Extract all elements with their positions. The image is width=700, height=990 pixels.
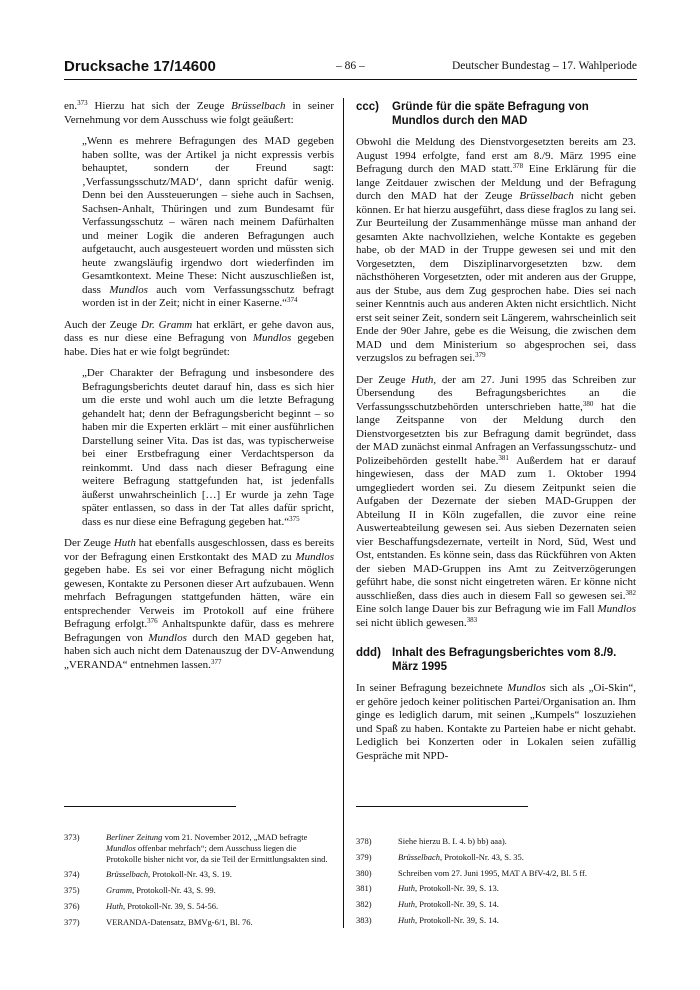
section-title: Inhalt des Befragungsberichtes vom 8./9. März 1995 bbox=[392, 647, 617, 673]
person-name: Gramm bbox=[106, 885, 132, 896]
footnote-number: 381) bbox=[356, 883, 372, 894]
footnote-ref: 381 bbox=[498, 453, 509, 462]
text: , Protokoll-Nr. 43, S. 19. bbox=[148, 869, 232, 880]
document-number bbox=[64, 58, 216, 76]
footnote-number: 379) bbox=[356, 851, 372, 862]
footnote-ref: 375 bbox=[289, 514, 300, 523]
footnote bbox=[64, 832, 334, 864]
paragraph bbox=[356, 374, 636, 631]
footnote-number: 383) bbox=[356, 914, 372, 925]
person-name: Brüsselbach bbox=[106, 869, 149, 880]
person-name: Dr. Gramm bbox=[141, 318, 193, 331]
footnote-text bbox=[398, 915, 636, 926]
text: durch den MAD gegeben hat, haben sich auch nicht dem Datenauszug der DV-Anwendung „VERANDA“ entnehmen lassen. bbox=[64, 631, 335, 671]
paragraph bbox=[64, 319, 334, 360]
text: vom 21. November 2012, „MAD befragte bbox=[162, 832, 308, 842]
footnote-text bbox=[106, 917, 334, 928]
footnote-number: 373) bbox=[64, 832, 80, 842]
section-heading bbox=[356, 100, 636, 128]
footnote-number: 377) bbox=[64, 916, 80, 927]
section-label: ccc) bbox=[356, 101, 380, 113]
text: , Protokoll-Nr. 43, S. 99. bbox=[131, 885, 216, 896]
block-quote bbox=[82, 135, 334, 311]
footnote-text bbox=[106, 869, 334, 880]
block-quote bbox=[82, 367, 334, 529]
column-divider bbox=[343, 98, 344, 928]
footnote-ref: 374 bbox=[286, 296, 298, 304]
section-title: Gründe für die späte Befragung von Mundlos durch den MAD bbox=[392, 101, 589, 127]
paragraph bbox=[64, 537, 334, 672]
section-heading bbox=[356, 646, 636, 674]
footnote-text bbox=[398, 899, 636, 910]
paragraph bbox=[64, 100, 334, 127]
text: en. bbox=[64, 100, 78, 112]
document-number-value: 14600 bbox=[174, 58, 216, 75]
text: „Der Charakter der Befragung und insbesondere des Befragungsberichts deutet darauf hin, dass es sich hier um die erste und wohl auch um die letzte Befragung gehandelt hat; denn der Befragungsbericht beginnt – so haben mir die Experten erklärt – mit einer ausführlichen Darstellung seiner Vita. Das ist das, was typischerweise bei einer Erstbefragung einer Verdachtsperson da reinkommt. Und dass nach dieser Befragung eine weitere Befragung stattgefunden hat, ist jedenfalls äußerst unwahrscheinlich […] Er wurde ja zehn Tage später entlassen, so dass in der Tat alles dafür spricht, dass es nur diese eine Befragung gegeben hat.“ bbox=[82, 367, 334, 528]
footnote bbox=[64, 901, 334, 912]
text: in seiner Vernehmung vor dem Ausschuss wie folgt geäußert: bbox=[64, 100, 334, 126]
person-name: Huth bbox=[398, 883, 415, 894]
footnote-number: 382) bbox=[356, 899, 372, 910]
source-name: Berliner Zeitung bbox=[106, 832, 163, 842]
publisher-line: Deutscher Bundestag – 17. Wahlperiode bbox=[451, 60, 637, 72]
person-name: Brüsselbach bbox=[519, 190, 574, 202]
person-name: Brüsselbach bbox=[231, 100, 286, 112]
page-number: – 86 – bbox=[336, 60, 365, 72]
text: offenbar mehrfach“; dem Ausschuss liegen die Protokolle bisher nicht vor, da sie Teil der Ermittlungsakten sind. bbox=[106, 842, 328, 864]
text: Hierzu hat sich der Zeuge bbox=[87, 100, 232, 112]
footnote bbox=[356, 868, 636, 879]
footnote-text bbox=[106, 832, 334, 864]
footnote-number: 375) bbox=[64, 885, 80, 896]
footnotes-right bbox=[356, 836, 636, 931]
footnote-number: 380) bbox=[356, 867, 372, 878]
footnote-rule bbox=[64, 806, 236, 807]
footnote-rule bbox=[356, 806, 528, 807]
text: hat ebenfalls ausgeschlossen, dass es bereits vor der Befragung einen Erstkontakt des MAD zu bbox=[64, 537, 335, 563]
text: VERANDA-Datensatz, BMVg-6/1, Bl. 76. bbox=[106, 916, 253, 927]
text: „Wenn es mehrere Befragungen des MAD gegeben haben sollte, was der Artikel ja nicht expressis verbis behauptet, sondern der Freund sagt: ‚Verfassungsschutz/MAD‘, dann spricht dafür wenig. Denn bei den Aussteuerungen – siehe auch in Sachsen, Sachsen-Anhalt, Thüringen und zum Bundesamt für Verfassungsschutz – wären nach meinem Dafürhalten und meiner Logik die anderen Befragungen auch aufgetaucht, auch ausgesteuert worden und müssten sich heute zwangsläufig irgendwo dort wiederfinden im Gesamtkontext. Meine These: Nicht auszuschließen ist, dass bbox=[82, 135, 334, 296]
text: , Protokoll-Nr. 39, S. 14. bbox=[415, 899, 499, 910]
text: , der am 27. Juni 1995 das Schreiben zur Übersendung des Befragungsberichtes an die Verfassungsschutzbehörden unterschrieben hatte, bbox=[356, 373, 636, 413]
footnote bbox=[356, 836, 636, 847]
header-rule bbox=[64, 79, 637, 80]
footnote-text bbox=[106, 885, 334, 896]
person-name: Brüsselbach bbox=[398, 851, 441, 862]
text: Anhaltspunkte dafür, dass es mehrere Befragungen von bbox=[64, 618, 334, 644]
text: Eine Erklärung für die lange Zeitdauer zwischen der Meldung und der Befragung durch den MAD hat der Zeuge bbox=[356, 163, 637, 202]
footnote-ref: 377 bbox=[210, 657, 222, 666]
text: In seiner Befragung bezeichnete bbox=[356, 682, 508, 694]
footnote bbox=[64, 917, 334, 928]
text: Auch der Zeuge bbox=[64, 318, 141, 331]
footnote bbox=[356, 899, 636, 910]
text: Außerdem hat er darauf hingewiesen, dass der MAD zum 1. Oktober 1994 umgegliedert worden sei. Zu diesem Zeitpunkt seien die Aufgaben der Dezernate der sieben MAD-Gruppen der Abteilung II in Köln zugefallen, die zuvor eine reine Auswerteabteilung gewesen sei. Aus sieben Dezernaten seien vier Beschaffungsdezernate, verteilt in Nord, Süd, West und Ost, entstanden. Es könne sein, dass das Rückführen von Akten der sieben MAD-Gruppen ins Amt zu Zeitverzögerungen geführt habe, die sonst nicht eingetreten wären. Er könne nicht ausschließen, dass dies auch in diesem Fall so gewesen sei. bbox=[356, 454, 636, 602]
person-name: Mundlos bbox=[106, 842, 136, 853]
footnote bbox=[64, 869, 334, 880]
person-name: Mundlos bbox=[109, 283, 148, 296]
right-column bbox=[356, 100, 636, 771]
footnote-text bbox=[398, 852, 636, 863]
footnote bbox=[356, 852, 636, 863]
text: sich als „Oi-Skin“, er gehöre jedoch keiner politischen Partei/Organisation an. Ihm ginge es lediglich darum, mit seinen „Kumpels“ loszuziehen und Spaß zu haben. Kontakte zu Parteien habe er nicht gehabt. Lediglich bei Konzerten oder in Lokalen seien zufällig Gespräche mit NPD- bbox=[356, 682, 636, 762]
text: Der Zeuge bbox=[356, 373, 412, 386]
text: , Protokoll-Nr. 39, S. 14. bbox=[415, 914, 499, 925]
text: auch vom Verfassungsschutz befragt worden ist in der Zeit; nicht in einer Kaserne.“ bbox=[82, 283, 335, 309]
text: , Protokoll-Nr. 43, S. 35. bbox=[440, 851, 524, 862]
footnote-ref: 383 bbox=[466, 615, 478, 624]
section-label: ddd) bbox=[356, 647, 381, 659]
text: gegeben habe. Es sei vor einer Befragung nicht möglich gewesen, Kontakte zu Personen dieser Art aufzubauen. Wenn mehrfach Befragungen stattgefunden hätten, wäre ein entsprechender Verweis im Protokoll auf eine frühere Befragung erfolgt. bbox=[64, 564, 334, 630]
text: Siehe hierzu B. I. 4. b) bb) aaa). bbox=[398, 836, 507, 846]
footnote bbox=[64, 885, 334, 896]
text: hat die lange Zeitspanne von der Meldung durch den Dienstvorgesetzten bis zur Befragung damit begründet, dass der MAD zunächst einmal Anfragen an Verfassungsschutz- und Polizeibehörden gestellt habe. bbox=[356, 400, 636, 467]
text: Schreiben vom 27. Juni 1995, MAT A BfV-4/2, Bl. 5 ff. bbox=[398, 867, 587, 878]
footnote-ref: 376 bbox=[147, 617, 158, 625]
paragraph bbox=[356, 682, 636, 763]
text: , Protokoll-Nr. 39, S. 13. bbox=[415, 883, 499, 894]
footnote-text bbox=[398, 836, 636, 847]
footnote-text bbox=[106, 901, 334, 912]
text: hat erklärt, er gehe davon aus, dass es nur diese eine Befragung von bbox=[64, 318, 335, 344]
text: gegeben habe. Dies hat er wie folgt begründet: bbox=[64, 332, 334, 358]
footnote-ref: 382 bbox=[625, 588, 636, 597]
document-prefix: Drucksache 17/ bbox=[64, 58, 175, 75]
text: , Protokoll-Nr. 39, S. 54-56. bbox=[123, 900, 219, 911]
footnote-text bbox=[398, 868, 636, 879]
person-name: Huth bbox=[398, 899, 415, 910]
footnote bbox=[356, 915, 636, 926]
person-name: Huth bbox=[398, 914, 415, 925]
footnote-number: 376) bbox=[64, 900, 80, 911]
footnote-ref: 378 bbox=[512, 162, 524, 170]
person-name: Huth bbox=[113, 537, 136, 549]
left-column bbox=[64, 100, 334, 680]
person-name: Huth bbox=[411, 373, 434, 386]
text: nicht geben können. Er hat hierzu ausgeführt, dass diese fraglos zu lang sei. Zur Beurteilung der Zusammenhänge müsse man anhand der gesamten Akte nachvollziehen, welche Kontakte es gegeben habe, ob der MAD in der Truppe gewesen sei und mit den Vorgesetzten, dem Disziplinarvorgesetzten bzw. dem nächsthöheren Vorgesetzten, oder mit anderen aus der Gruppe, aus der Stube, aus dem Zug gesprochen habe. Dies sei nach seiner Kenntnis auch aus anderen Akten nicht ersichtlich. Nicht erst seit seiner Zeit, sondern seit Längerem, wahrscheinlich seit Ende der 90er Jahre, gebe es die Weisung, die zwischen dem MAD und dem Ministerium so abgesprochen sei, dass verzugslos zu befragen sei. bbox=[356, 190, 636, 364]
footnote-number: 378) bbox=[356, 836, 372, 846]
person-name: Mundlos bbox=[507, 682, 546, 694]
footnotes-left bbox=[64, 832, 334, 933]
paragraph bbox=[356, 136, 636, 366]
text: sei nicht üblich gewesen. bbox=[356, 616, 467, 629]
footnote-text bbox=[398, 883, 636, 894]
person-name: Mundlos bbox=[597, 603, 636, 615]
person-name: Mundlos bbox=[252, 332, 292, 344]
page-header bbox=[64, 58, 637, 78]
person-name: Huth bbox=[106, 900, 123, 911]
text: Der Zeuge bbox=[64, 537, 114, 549]
footnote-number: 374) bbox=[64, 869, 80, 880]
person-name: Mundlos bbox=[295, 550, 334, 563]
footnote-ref: 373 bbox=[77, 99, 88, 107]
text: Eine solch lange Dauer bis zur Befragung wie im Fall bbox=[356, 603, 598, 615]
text: Obwohl die Meldung des Dienstvorgesetzten bereits am 23. August 1994 erfolgte, fand erst am 8./9. März 1995 eine Befragung durch den MAD statt. bbox=[356, 136, 636, 175]
footnote-ref: 380 bbox=[582, 399, 594, 408]
footnote-ref: 379 bbox=[475, 351, 486, 359]
footnote bbox=[356, 883, 636, 894]
person-name: Mundlos bbox=[148, 631, 187, 644]
